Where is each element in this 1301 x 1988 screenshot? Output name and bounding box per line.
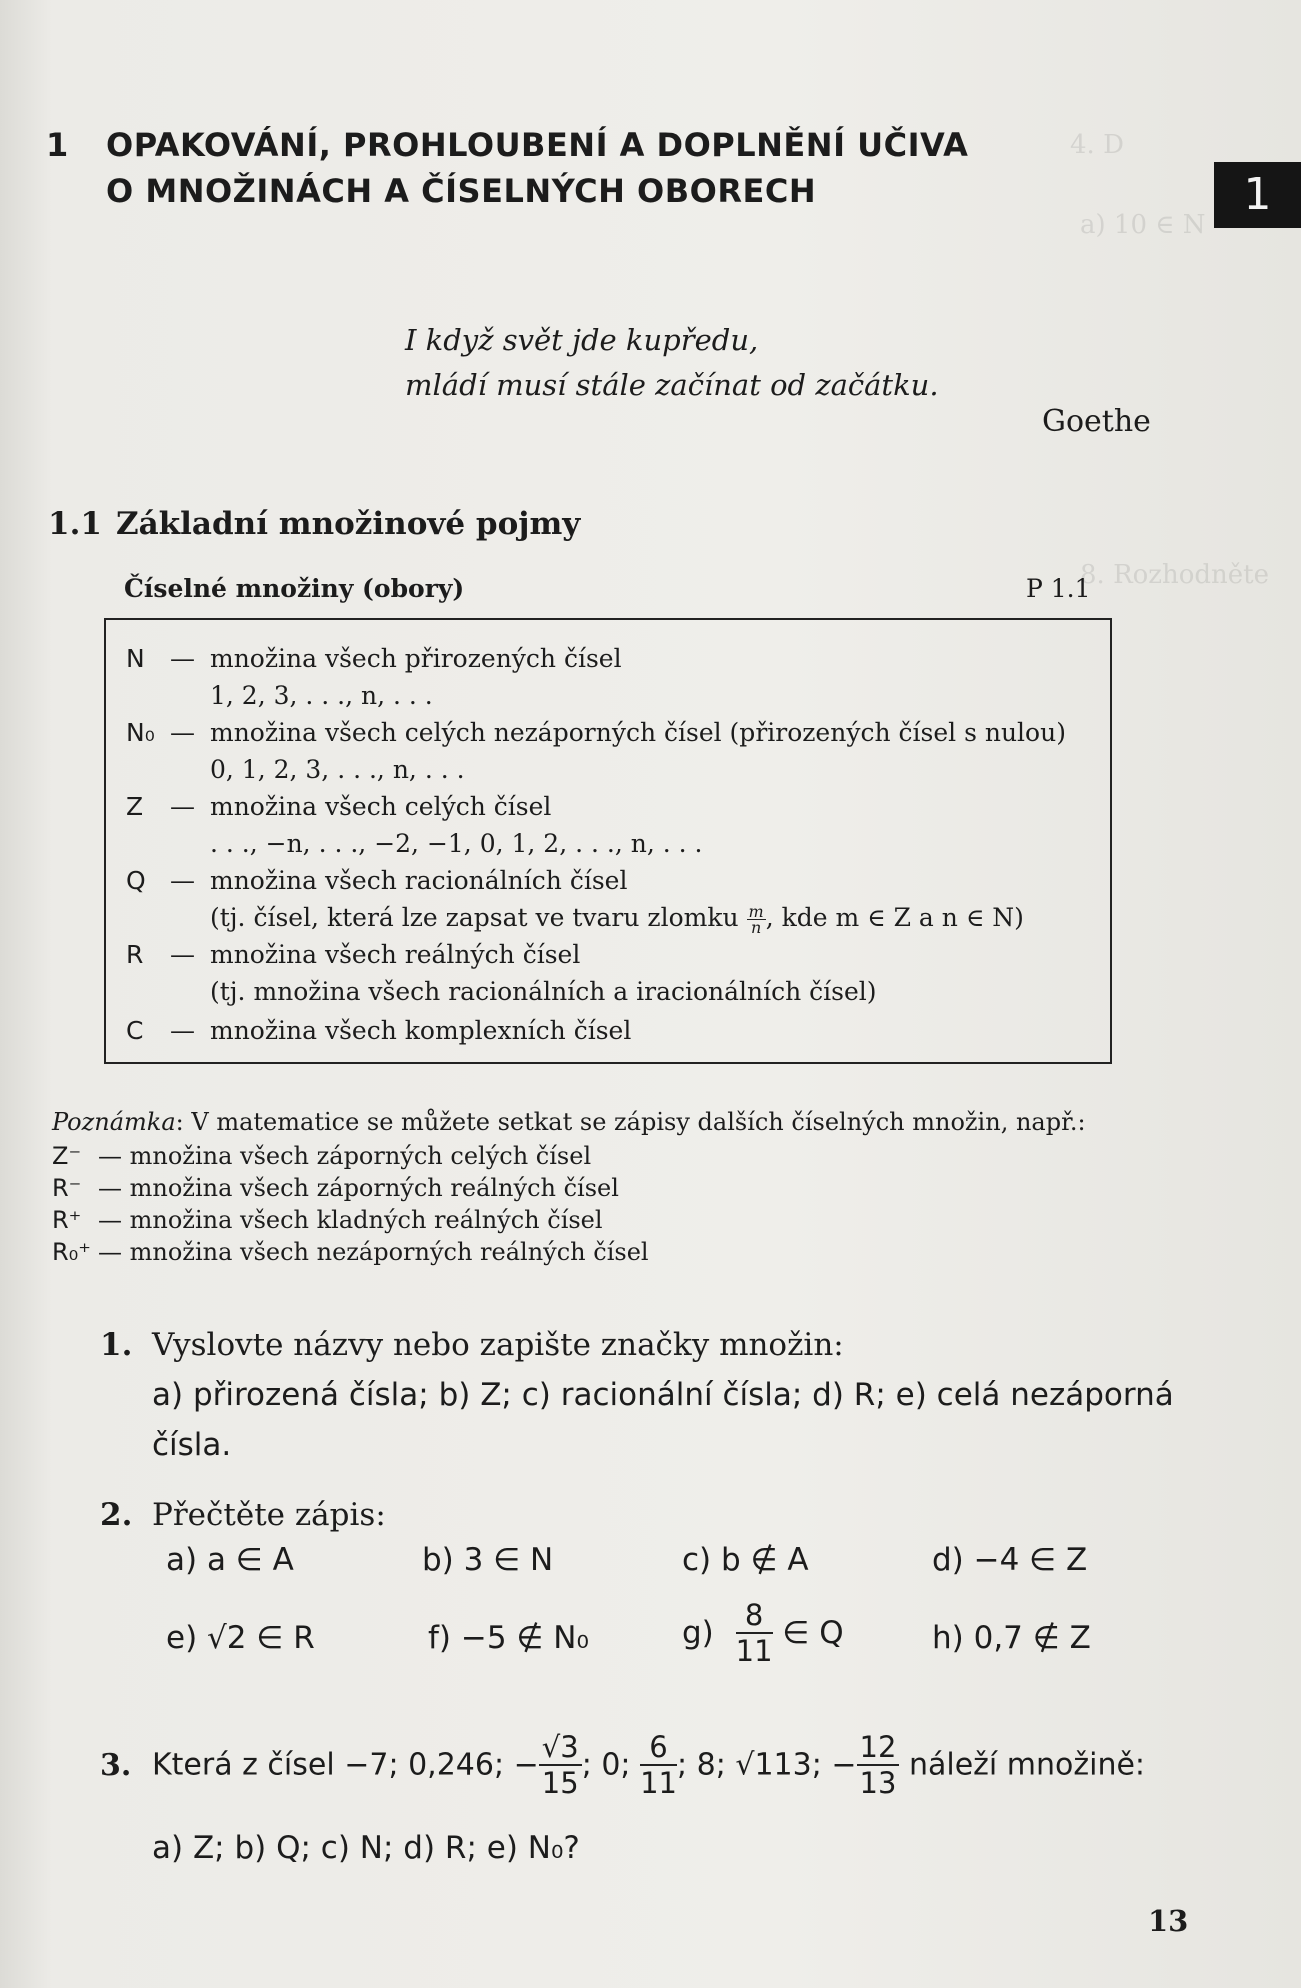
- set-row-q: [126, 862, 627, 899]
- note-text: : V matematice se můžete setkat se zápisy dalších číselných množin, např.:: [175, 1108, 1086, 1136]
- chapter-title-line1: OPAKOVÁNÍ, PROHLOUBENÍ A DOPLNĚNÍ UČIVA: [106, 126, 969, 164]
- note-item: [52, 1238, 649, 1266]
- fraction-denominator: 15: [541, 1766, 579, 1800]
- chapter-tab: 1: [1214, 162, 1301, 228]
- exercise-2-item-h: h) 0,7 ∉ Z: [932, 1620, 1091, 1656]
- fraction-sqrt3-15: [539, 1730, 582, 1800]
- set-description: množina všech celých nezáporných čísel (přirozených čísel s nulou): [210, 718, 1066, 747]
- section-number: 1.1: [48, 506, 102, 542]
- note-item: [52, 1174, 619, 1202]
- set-dash: —: [170, 940, 195, 969]
- chapter-title-line2: O MNOŽINÁCH A ČÍSELNÝCH OBORECH: [106, 172, 817, 210]
- exercise-1-prompt: Vyslovte názvy nebo zapište značky množin:: [152, 1327, 844, 1363]
- set-symbol: Q: [126, 866, 146, 895]
- number-sets-box: [104, 618, 1112, 1064]
- fraction-8-11: [736, 1598, 773, 1668]
- show-through-text: 4. D: [1070, 130, 1124, 160]
- set-dash: —: [170, 792, 195, 821]
- fraction-denominator: 11: [640, 1766, 677, 1800]
- exercise-1-line2: a) přirozená čísla; b) Z; c) racionální čísla; d) R; e) celá nezáporná: [152, 1377, 1174, 1413]
- exercise-2-item-f: f) −5 ∉ N₀: [428, 1620, 589, 1656]
- set-dash: —: [170, 718, 195, 747]
- section-title-text: Základní množinové pojmy: [115, 506, 581, 542]
- exercise-number: 3.: [100, 1747, 132, 1783]
- motto-author: Goethe: [1042, 404, 1151, 439]
- fraction-numerator: 6: [640, 1730, 677, 1766]
- exercise-number: 2.: [100, 1497, 133, 1533]
- note-symbol: R⁻: [52, 1174, 82, 1202]
- set-detail: [210, 899, 1024, 936]
- set-detail: 0, 1, 2, 3, . . ., n, . . .: [210, 755, 465, 784]
- fraction-numerator: 8: [736, 1598, 773, 1634]
- set-row-n0: [126, 714, 1066, 751]
- set-description: množina všech racionálních čísel: [210, 866, 628, 895]
- show-through-text: a) 10 ∈ N: [1080, 210, 1206, 240]
- note-symbol: Z⁻: [52, 1142, 82, 1170]
- subsection-title: Číselné množiny (obory): [124, 574, 465, 603]
- set-symbol: Z: [126, 792, 144, 821]
- exercise-1: [100, 1320, 1174, 1470]
- exercise-number: 1.: [100, 1327, 133, 1363]
- exercise-1-line3: čísla.: [152, 1427, 232, 1463]
- subsection-ref: P 1.1: [1026, 574, 1091, 603]
- note-heading: [52, 1106, 1086, 1138]
- show-through-text: 8. Rozhodněte: [1080, 560, 1270, 590]
- chapter-title: [46, 122, 968, 214]
- fraction-numerator: √3: [539, 1730, 582, 1766]
- set-symbol: C: [126, 1016, 144, 1045]
- exercise-3-options: a) Z; b) Q; c) N; d) R; e) N₀?: [152, 1830, 580, 1866]
- set-detail-pre: (tj. čísel, která lze zapsat ve tvaru zlomku: [210, 903, 739, 932]
- set-dash: —: [170, 866, 195, 895]
- note-symbol: R₀⁺: [52, 1238, 91, 1266]
- note-symbol: R⁺: [52, 1206, 82, 1234]
- chapter-number: 1: [46, 126, 69, 164]
- exercise-3: [100, 1730, 1145, 1800]
- fraction-numerator: 12: [857, 1730, 900, 1766]
- set-description: množina všech celých čísel: [210, 792, 552, 821]
- fraction-12-13: [857, 1730, 900, 1800]
- fraction-6-11: [640, 1730, 677, 1800]
- set-description: množina všech přirozených čísel: [210, 644, 622, 673]
- set-description: množina všech komplexních čísel: [210, 1016, 632, 1045]
- set-row-z: [126, 788, 551, 825]
- exercise-2-item-b: b) 3 ∈ N: [422, 1542, 554, 1578]
- exercise-2: [100, 1490, 386, 1540]
- set-detail: (tj. množina všech racionálních a iracionálních čísel): [210, 977, 877, 1006]
- exercise-3-lead: Která z čísel −7; 0,246; −: [152, 1747, 539, 1783]
- motto-line2: mládí musí stále začínat od začátku.: [405, 368, 939, 402]
- fraction-denominator: 13: [859, 1766, 897, 1800]
- exercise-3-tail: náleží množině:: [908, 1747, 1146, 1783]
- note-item: [52, 1206, 603, 1234]
- set-description: množina všech reálných čísel: [210, 940, 581, 969]
- exercise-2-item-e: e) √2 ∈ R: [166, 1620, 315, 1656]
- motto-line1: I když svět jde kupředu,: [405, 323, 759, 357]
- exercise-2-item-g: [682, 1598, 844, 1668]
- set-dash: —: [170, 644, 195, 673]
- exercise-3-mid1: ; 0;: [581, 1747, 631, 1783]
- motto: [405, 318, 939, 408]
- note-label: Poznámka: [52, 1108, 176, 1136]
- set-detail: . . ., −n, . . ., −2, −1, 0, 1, 2, . . ., n, . . .: [210, 829, 703, 858]
- item-g-post: ∈ Q: [782, 1615, 844, 1651]
- exercise-2-item-c: c) b ∉ A: [682, 1542, 809, 1578]
- note-description: — množina všech nezáporných reálných čísel: [98, 1238, 649, 1266]
- exercise-2-item-d: d) −4 ∈ Z: [932, 1542, 1088, 1578]
- set-detail: 1, 2, 3, . . ., n, . . .: [210, 681, 433, 710]
- set-row-r: [126, 936, 580, 973]
- set-detail-post: , kde m ∈ Z a n ∈ N): [765, 903, 1024, 932]
- fraction-numerator: m: [748, 902, 764, 921]
- exercise-3-mid2: ; 8; √113; −: [676, 1747, 857, 1783]
- set-symbol: N₀: [126, 718, 155, 747]
- fraction-denominator: 11: [735, 1634, 773, 1668]
- set-symbol: R: [126, 940, 144, 969]
- set-row-c: [126, 1012, 631, 1049]
- set-dash: —: [170, 1016, 195, 1045]
- set-row-n: [126, 640, 622, 677]
- exercise-2-item-a: a) a ∈ A: [166, 1542, 294, 1578]
- set-symbol: N: [126, 644, 145, 673]
- note-description: — množina všech záporných celých čísel: [98, 1142, 592, 1170]
- section-title: [48, 506, 580, 542]
- fraction-denominator: n: [750, 918, 762, 937]
- page-number: 13: [1148, 1904, 1189, 1938]
- note-description: — množina všech kladných reálných čísel: [98, 1206, 603, 1234]
- note-item: [52, 1142, 591, 1170]
- item-g-label: g): [682, 1615, 714, 1651]
- note-description: — množina všech záporných reálných čísel: [98, 1174, 619, 1202]
- fraction-m-over-n: [747, 904, 766, 935]
- exercise-2-prompt: Přečtěte zápis:: [152, 1497, 386, 1533]
